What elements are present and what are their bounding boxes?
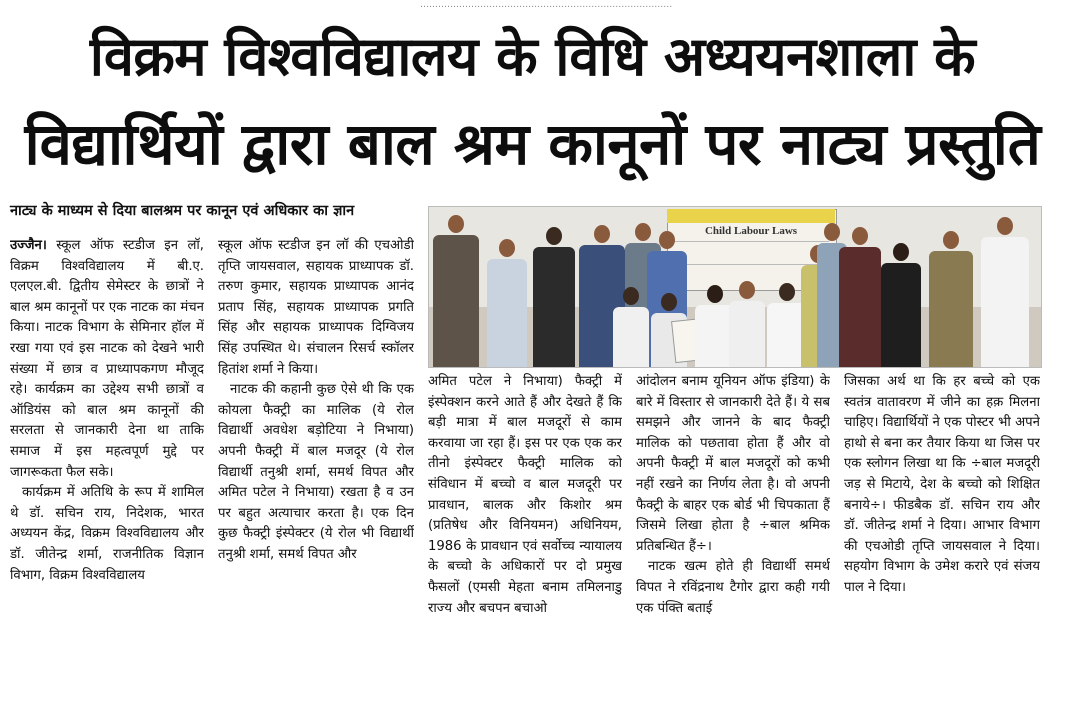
article-column-4 — [636, 372, 830, 692]
person-figure — [929, 229, 973, 367]
column4-paragraph-2: नाटक खत्म होते ही विद्यार्थी समर्थ विपत ने रविंद्रनाथ टैगोर द्वारा कही गयी एक पंक्ति बताई — [636, 559, 830, 616]
headline-line-2: विद्यार्थियों द्वारा बाल श्रम कानूनों पर नाट्य प्रस्तुति — [24, 110, 1041, 178]
column3-paragraph-1: अमित पटेल ने निभाया) फैक्ट्री में इंस्पेक्शन करने आते हैं और देखते हैं कि बड़ी मात्रा में बाल मजदूरों से काम करवाया जा रहा हैं। इस पर एक एक कर तीनो इंस्पेक्टर फैक्ट्री मालिक को संविधान में बच्चो व बाल मजदूरी पर प्रावधान, बालक और किशोर श्रम (प्रतिषेध और विनियमन) अधिनियम, 1986 के प्रावधान एवं सर्वोच्च न्यायालय के बच्चो के अधिकारों पर दो प्रमुख फैसलों (एमसी मेहता बनाम तमिलनाडु राज्य और बचपन बचाओ — [428, 374, 622, 616]
dateline: उज्जैन। — [10, 238, 47, 253]
screen-banner — [667, 209, 835, 223]
headline-line-1: विक्रम विश्वविद्यालय के विधि अध्ययनशाला के — [89, 25, 976, 88]
person-figure — [613, 285, 649, 367]
subheadline: नाट्य के माध्यम से दिया बालश्रम पर कानून एवं अधिकार का ज्ञान — [10, 203, 355, 219]
cropped-text-strip: ‥‥‥‥‥‥‥‥‥‥‥‥‥‥‥‥‥‥‥‥‥‥‥‥‥‥‥‥‥‥‥‥‥‥‥‥‥‥‥‥‥‥ — [420, 0, 673, 10]
column4-paragraph-1: आंदोलन बनाम यूनियन ऑफ इंडिया) के बारे में विस्तार से जानकारी देते हैं। ये सब समझने और जानने के बाद फैक्ट्री मालिक को पछतावा होता हैं और वो अपनी फैक्ट्री में बाल मजदूरों को कभी नहीं रखने का निर्णय लेता है। वो अपनी फैक्ट्री के बाहर एक बोर्ड भी चिपकाता हैं जिसमे लिखा होता है ÷बाल श्रमिक प्रतिबन्धित हैं÷। — [636, 374, 830, 554]
screen-title: Child Labour Laws — [704, 225, 798, 237]
column1-paragraph-1 — [10, 236, 204, 483]
article-column-1 — [10, 236, 204, 692]
event-photo — [428, 206, 1042, 368]
column1-text-1: स्कूल ऑफ स्टडीज इन लॉ, विक्रम विश्वविद्यालय में बी.ए. एलएल.बी. द्वितीय सेमेस्टर के छात्रों ने बाल श्रम कानूनों पर एक नाटक का मंचन किया। नाटक विभाग के सेमिनार हॉल में रखा गया एवं इस नाटक को देखने भारी संख्या में छात्र व प्राध्यापकगण मौजूद रहे। कार्यक्रम का उद्देश्य सभी छात्रों व ऑडियंस को बाल श्रम कानूनों की सरलता से जानकारी देना था ताकि समाज में इस महत्वपूर्ण मुद्दे पर जागरूकता फैल सके। — [10, 238, 204, 480]
person-figure — [881, 241, 921, 367]
column2-paragraph-2: नाटक की कहानी कुछ ऐसे थी कि एक कोयला फैक्ट्री का मालिक (ये रोल विद्यार्थी अवधेश बड़ोटिया ने निभाया) अपनी फैक्ट्री में बाल मजदूर (ये रोल विद्यार्थी तनुश्री शर्मा, समर्थ विपत और अमित पटेल ने निभाया) रखता है व उन पर बहुत अत्याचार करता है। एक दिन कुछ फैक्ट्री इंस्पेक्टर (ये रोल भी विद्यार्थी तनुश्री शर्मा, समर्थ विपत और — [218, 382, 414, 562]
column5-paragraph-1: जिसका अर्थ था कि हर बच्चे को एक स्वतंत्र वातावरण में जीने का हक़ मिलना चाहिए। विद्यार्थियों ने एक पोस्टर भी अपने हाथो से बना कर तैयार किया था जिस पर एक स्लोगन लिखा था कि ÷बाल मजदूरी जड़ से मिटाये, देश के बच्चो को शिक्षित बनाये÷। फीडबैक डॉ. सचिन राय और डॉ. जीतेन्द्र शर्मा ने दिया। आभार विभाग की एचओडी तृप्ति जायसवाल ने दिया। सहयोग विभाग के उमेश करारे एवं संजय पाल ने दिया। — [844, 374, 1040, 595]
person-figure — [533, 225, 575, 367]
person-figure — [839, 225, 881, 367]
person-figure — [981, 215, 1029, 367]
article-column-2 — [218, 236, 414, 692]
person-figure — [487, 237, 527, 367]
article-column-5 — [844, 372, 1040, 692]
column2-paragraph-1: स्कूल ऑफ स्टडीज इन लॉ की एचओडी तृप्ति जायसवाल, सहायक प्राध्यापक डॉ. तरुण कुमार, सहायक प्राध्यापक आनंद प्रताप सिंह, सहायक प्राध्यापक प्रगति सिंह और सहायक प्राध्यापक दिग्विजय सिंह उपस्थित थे। संचालन रिसर्च स्कॉलर हितांश शर्मा ने किया। — [218, 238, 414, 377]
person-figure — [433, 213, 479, 367]
person-figure — [729, 279, 765, 367]
column1-paragraph-2: कार्यक्रम में अतिथि के रूप में शामिल थे डॉ. सचिन राय, निदेशक, भारत अध्ययन केंद्र, विक्रम विश्वविद्यालय और डॉ. जीतेन्द्र शर्मा, राजनीतिक विज्ञान विभाग, विक्रम विश्वविद्यालय — [10, 485, 204, 583]
article-column-3 — [428, 372, 622, 692]
